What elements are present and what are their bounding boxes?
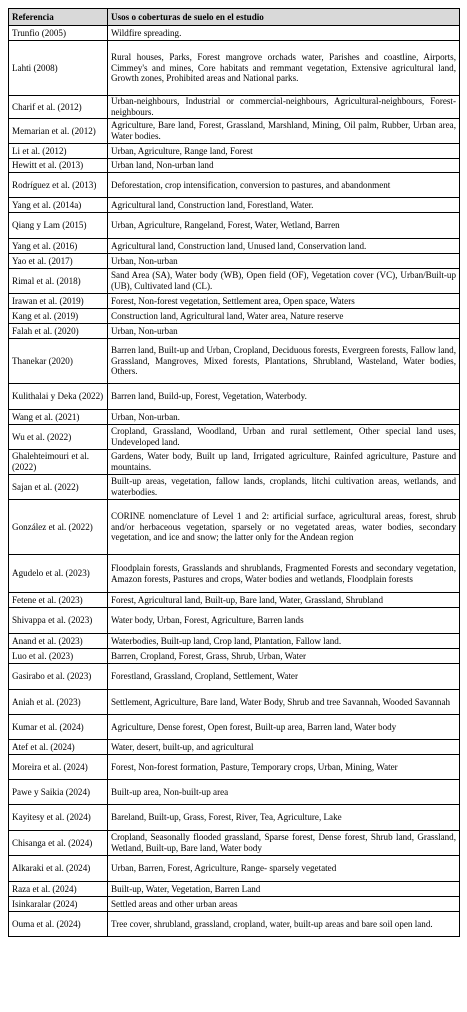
reference-cell: Yang et al. (2014a) bbox=[9, 198, 108, 213]
table-row bbox=[9, 649, 460, 664]
table-row bbox=[9, 173, 460, 198]
land-use-cell: Waterbodies, Built-up land, Crop land, Plantation, Fallow land. bbox=[108, 634, 460, 649]
table-row bbox=[9, 450, 460, 475]
land-use-cell: CORINE nomenclature of Level 1 and 2: artificial surface, agricultural areas, forest, shrub and/or herbaceous vegetation, sparsely or no vegetated areas, water bodies, secondary vegetation, and ice and snow; the latter only for the Andean region bbox=[108, 500, 460, 555]
table-row bbox=[9, 269, 460, 294]
reference-cell: Gasirabo et al. (2023) bbox=[9, 664, 108, 690]
table-row bbox=[9, 740, 460, 755]
table-row bbox=[9, 831, 460, 856]
land-use-cell: Rural houses, Parks, Forest mangrove orchads water, Parishes and coastline, Airports, Cimmey's and mines, Core habitats and remmant vegetation, Extensive agricultural land, Growth zones, Prohibited areas and National parks. bbox=[108, 41, 460, 96]
table-row bbox=[9, 294, 460, 309]
land-use-cell: Built-up areas, vegetation, fallow lands, croplands, litchi cultivation areas, wetlands, and waterbodies. bbox=[108, 475, 460, 500]
reference-cell: Kayitesy et al. (2024) bbox=[9, 805, 108, 831]
table-row bbox=[9, 856, 460, 882]
table-row bbox=[9, 555, 460, 593]
reference-cell: Qiang y Lam (2015) bbox=[9, 213, 108, 239]
land-use-cell: Cropland, Grassland, Woodland, Urban and rural settlement, Other special land uses, Undeveloped land. bbox=[108, 425, 460, 450]
land-use-cell: Water body, Urban, Forest, Agriculture, Barren lands bbox=[108, 608, 460, 634]
table-row bbox=[9, 119, 460, 144]
land-use-cell: Agriculture, Bare land, Forest, Grassland, Marshland, Mining, Oil palm, Rubber, Urban area, Water bodies. bbox=[108, 119, 460, 144]
land-use-cell: Floodplain forests, Grasslands and shrublands, Fragmented Forests and secondary vegetation, Amazon forests, Pastures and crops, Water bodies and wetlands, Floodplain forests bbox=[108, 555, 460, 593]
land-use-cell: Urban, Non-urban. bbox=[108, 410, 460, 425]
reference-cell: Kang et al. (2019) bbox=[9, 309, 108, 324]
reference-cell: Kumar et al. (2024) bbox=[9, 715, 108, 740]
reference-cell: Luo et al. (2023) bbox=[9, 649, 108, 664]
reference-cell: Chisanga et al. (2024) bbox=[9, 831, 108, 856]
reference-cell: Raza et al. (2024) bbox=[9, 882, 108, 897]
table-row bbox=[9, 198, 460, 213]
land-use-cell: Barren, Cropland, Forest, Grass, Shrub, Urban, Water bbox=[108, 649, 460, 664]
reference-cell: Irawan et al. (2019) bbox=[9, 294, 108, 309]
reference-cell: Trunfio (2005) bbox=[9, 26, 108, 41]
land-use-cell: Construction land, Agricultural land, Water area, Nature reserve bbox=[108, 309, 460, 324]
table-row bbox=[9, 608, 460, 634]
land-use-cell: Gardens, Water body, Built up land, Irrigated agriculture, Rainfed agriculture, Pasture and mountains. bbox=[108, 450, 460, 475]
reference-cell: Charif et al. (2012) bbox=[9, 96, 108, 119]
table-row bbox=[9, 309, 460, 324]
table-row bbox=[9, 882, 460, 897]
land-use-cell: Urban land, Non-urban land bbox=[108, 159, 460, 173]
reference-cell: Sajan et al. (2022) bbox=[9, 475, 108, 500]
reference-cell: Rimal et al. (2018) bbox=[9, 269, 108, 294]
land-use-cell: Forest, Non-forest vegetation, Settlement area, Open space, Waters bbox=[108, 294, 460, 309]
reference-cell: Thanekar (2020) bbox=[9, 339, 108, 384]
land-use-cell: Tree cover, shrubland, grassland, cropland, water, built-up areas and bare soil open land. bbox=[108, 912, 460, 937]
table-row bbox=[9, 239, 460, 254]
land-use-cell: Barren land, Built-up and Urban, Cropland, Deciduous forests, Evergreen forests, Fallow land, Grassland, Mangroves, Mixed forests, Plantations, Shrubland, Wasteland, Water bodies, Others. bbox=[108, 339, 460, 384]
reference-cell: Lahti (2008) bbox=[9, 41, 108, 96]
table-row bbox=[9, 41, 460, 96]
land-use-cell: Urban, Non-urban bbox=[108, 254, 460, 269]
table-row bbox=[9, 254, 460, 269]
table-row bbox=[9, 26, 460, 41]
table-row bbox=[9, 339, 460, 384]
land-use-cell: Agricultural land, Construction land, Forestland, Water. bbox=[108, 198, 460, 213]
reference-cell: Yao et al. (2017) bbox=[9, 254, 108, 269]
table-row bbox=[9, 144, 460, 159]
reference-cell: Fetene et al. (2023) bbox=[9, 593, 108, 608]
reference-cell: Memarian et al. (2012) bbox=[9, 119, 108, 144]
land-use-cell: Bareland, Built-up, Grass, Forest, River, Tea, Agriculture, Lake bbox=[108, 805, 460, 831]
header-reference: Referencia bbox=[9, 9, 108, 26]
reference-cell: Hewitt et al. (2013) bbox=[9, 159, 108, 173]
table-row bbox=[9, 664, 460, 690]
land-use-cell: Deforestation, crop intensification, conversion to pastures, and abandonment bbox=[108, 173, 460, 198]
table-row bbox=[9, 96, 460, 119]
table-row bbox=[9, 780, 460, 805]
land-use-cell: Settled areas and other urban areas bbox=[108, 897, 460, 912]
land-use-cell: Forest, Agricultural land, Built-up, Bare land, Water, Grassland, Shrubland bbox=[108, 593, 460, 608]
table-row bbox=[9, 634, 460, 649]
table-row bbox=[9, 324, 460, 339]
table-row bbox=[9, 593, 460, 608]
reference-cell: Isinkaralar (2024) bbox=[9, 897, 108, 912]
table-row bbox=[9, 384, 460, 410]
land-use-cell: Urban, Barren, Forest, Agriculture, Range- sparsely vegetated bbox=[108, 856, 460, 882]
reference-cell: Alkaraki et al. (2024) bbox=[9, 856, 108, 882]
land-use-cell: Cropland, Seasonally flooded grassland, Sparse forest, Dense forest, Shrub land, Grassland, Wetland, Built-up, Bare land, Water body bbox=[108, 831, 460, 856]
table-row bbox=[9, 159, 460, 173]
land-use-cell: Wildfire spreading. bbox=[108, 26, 460, 41]
table-row bbox=[9, 897, 460, 912]
table-row bbox=[9, 755, 460, 780]
table-row bbox=[9, 805, 460, 831]
reference-cell: Ghalehteimouri et al. (2022) bbox=[9, 450, 108, 475]
table-row bbox=[9, 410, 460, 425]
land-use-cell: Barren land, Build-up, Forest, Vegetation, Waterbody. bbox=[108, 384, 460, 410]
reference-cell: González et al. (2022) bbox=[9, 500, 108, 555]
table-row bbox=[9, 690, 460, 715]
reference-cell: Wang et al. (2021) bbox=[9, 410, 108, 425]
reference-cell: Falah et al. (2020) bbox=[9, 324, 108, 339]
reference-cell: Pawe y Saikia (2024) bbox=[9, 780, 108, 805]
reference-cell: Yang et al. (2016) bbox=[9, 239, 108, 254]
land-use-cell: Forest, Non-forest formation, Pasture, Temporary crops, Urban, Mining, Water bbox=[108, 755, 460, 780]
table-header-row bbox=[9, 9, 460, 26]
table-row bbox=[9, 500, 460, 555]
table-body bbox=[9, 26, 460, 937]
reference-cell: Ouma et al. (2024) bbox=[9, 912, 108, 937]
reference-cell: Rodríguez et al. (2013) bbox=[9, 173, 108, 198]
land-use-cell: Urban, Non-urban bbox=[108, 324, 460, 339]
land-use-cell: Forestland, Grassland, Cropland, Settlement, Water bbox=[108, 664, 460, 690]
reference-cell: Kulithalai y Deka (2022) bbox=[9, 384, 108, 410]
land-use-cell: Built-up area, Non-built-up area bbox=[108, 780, 460, 805]
reference-cell: Moreira et al. (2024) bbox=[9, 755, 108, 780]
land-use-cell: Urban, Agriculture, Range land, Forest bbox=[108, 144, 460, 159]
table-row bbox=[9, 912, 460, 937]
reference-cell: Aniah et al. (2023) bbox=[9, 690, 108, 715]
land-use-cell: Urban-neighbours, Industrial or commercial-neighbours, Agricultural-neighbours, Forest-neighbours. bbox=[108, 96, 460, 119]
land-use-cell: Agricultural land, Construction land, Unused land, Conservation land. bbox=[108, 239, 460, 254]
reference-cell: Atef et al. (2024) bbox=[9, 740, 108, 755]
reference-cell: Li et al. (2012) bbox=[9, 144, 108, 159]
table-row bbox=[9, 715, 460, 740]
land-use-reference-table bbox=[8, 8, 460, 937]
land-use-cell: Agriculture, Dense forest, Open forest, Built-up area, Barren land, Water body bbox=[108, 715, 460, 740]
reference-cell: Anand et al. (2023) bbox=[9, 634, 108, 649]
header-land-uses: Usos o coberturas de suelo en el estudio bbox=[108, 9, 460, 26]
table-row bbox=[9, 213, 460, 239]
land-use-cell: Urban, Agriculture, Rangeland, Forest, Water, Wetland, Barren bbox=[108, 213, 460, 239]
reference-cell: Wu et al. (2022) bbox=[9, 425, 108, 450]
land-use-cell: Built-up, Water, Vegetation, Barren Land bbox=[108, 882, 460, 897]
reference-cell: Shivappa et al. (2023) bbox=[9, 608, 108, 634]
land-use-cell: Water, desert, built-up, and agricultural bbox=[108, 740, 460, 755]
land-use-cell: Sand Area (SA), Water body (WB), Open field (OF), Vegetation cover (VC), Urban/Built-up (UB), Cultivated land (CL). bbox=[108, 269, 460, 294]
reference-cell: Agudelo et al. (2023) bbox=[9, 555, 108, 593]
table-row bbox=[9, 425, 460, 450]
land-use-cell: Settlement, Agriculture, Bare land, Water Body, Shrub and tree Savannah, Wooded Savannah bbox=[108, 690, 460, 715]
table-row bbox=[9, 475, 460, 500]
